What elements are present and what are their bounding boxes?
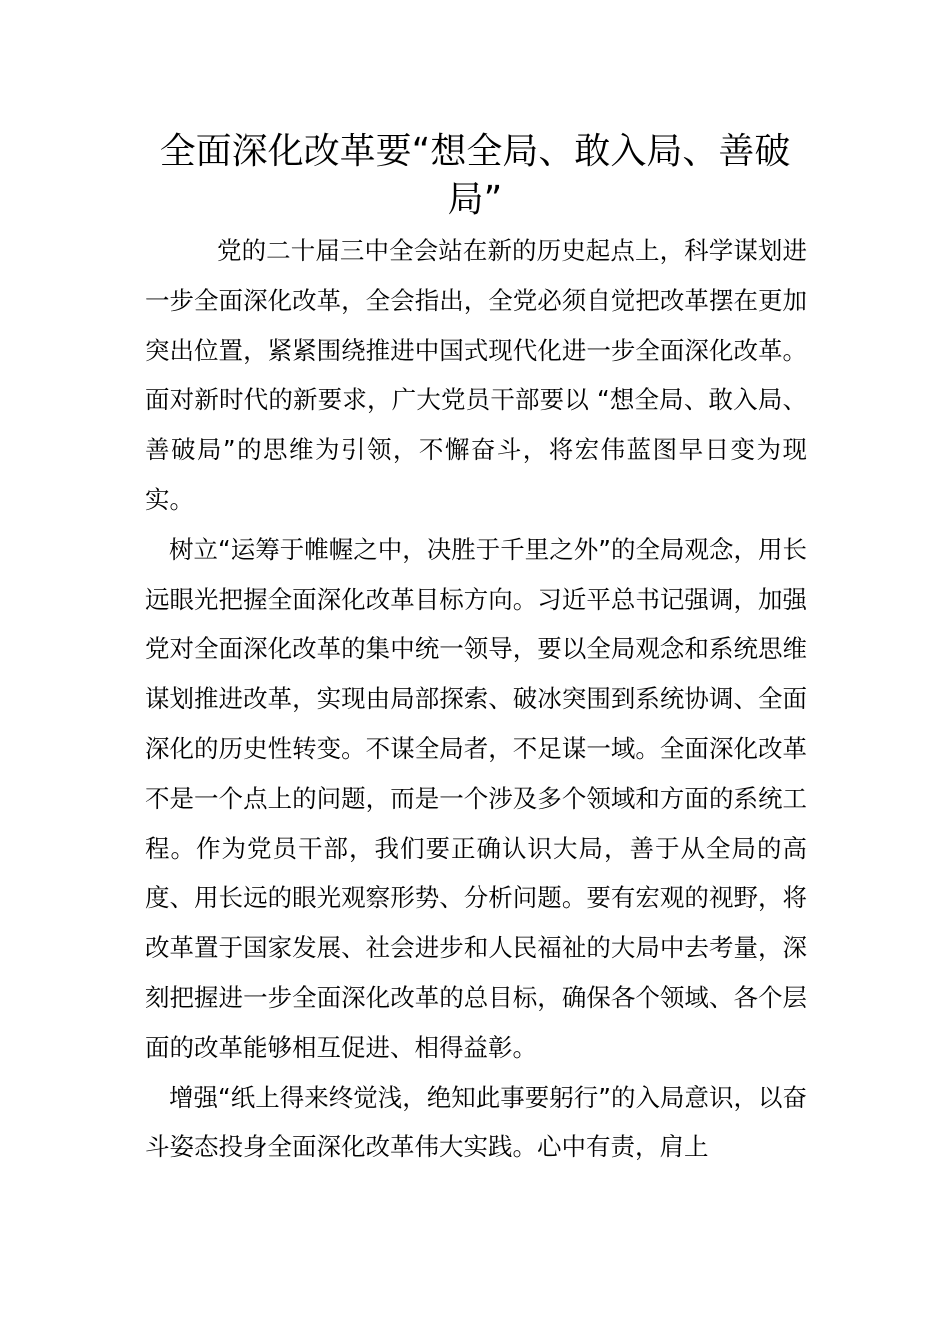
paragraph-1: 党的二十届三中全会站在新的历史起点上，科学谋划进一步全面深化改革，全会指出，全党必须自觉把改革摆在更加突出位置，紧紧围绕推进中国式现代化进一步全面深化改革。面对新时代的新要求，广大党员干部要以 “想全局、敢入局、善破局”的思维为引领，不懈奋斗，将宏伟蓝图早日变为现实。: [145, 236, 807, 514]
document-body: [145, 226, 807, 1172]
paragraph-3: 增强“纸上得来终觉浅，绝知此事要躬行”的入局意识，以奋斗姿态投身全面深化改革伟大实践。心中有责，肩上: [145, 1082, 807, 1162]
document-title: 全面深化改革要“想全局、敢入局、善破局”: [159, 131, 791, 220]
paragraph-2: 树立“运筹于帷幄之中，决胜于千里之外”的全局观念，用长远眼光把握全面深化改革目标方向。习近平总书记强调，加强党对全面深化改革的集中统一领导，要以全局观念和系统思维谋划推进改革，实现由局部探索、破冰突围到系统协调、全面深化的历史性转变。不谋全局者，不足谋一域。全面深化改革不是一个点上的问题，而是一个涉及多个领域和方面的系统工程。作为党员干部，我们要正确认识大局，善于从全局的高度、用长远的眼光观察形势、分析问题。要有宏观的视野，将改革置于国家发展、社会进步和人民福祉的大局中去考量，深刻把握进一步全面深化改革的总目标，确保各个领域、各个层面的改革能够相互促进、相得益彰。: [145, 534, 807, 1062]
